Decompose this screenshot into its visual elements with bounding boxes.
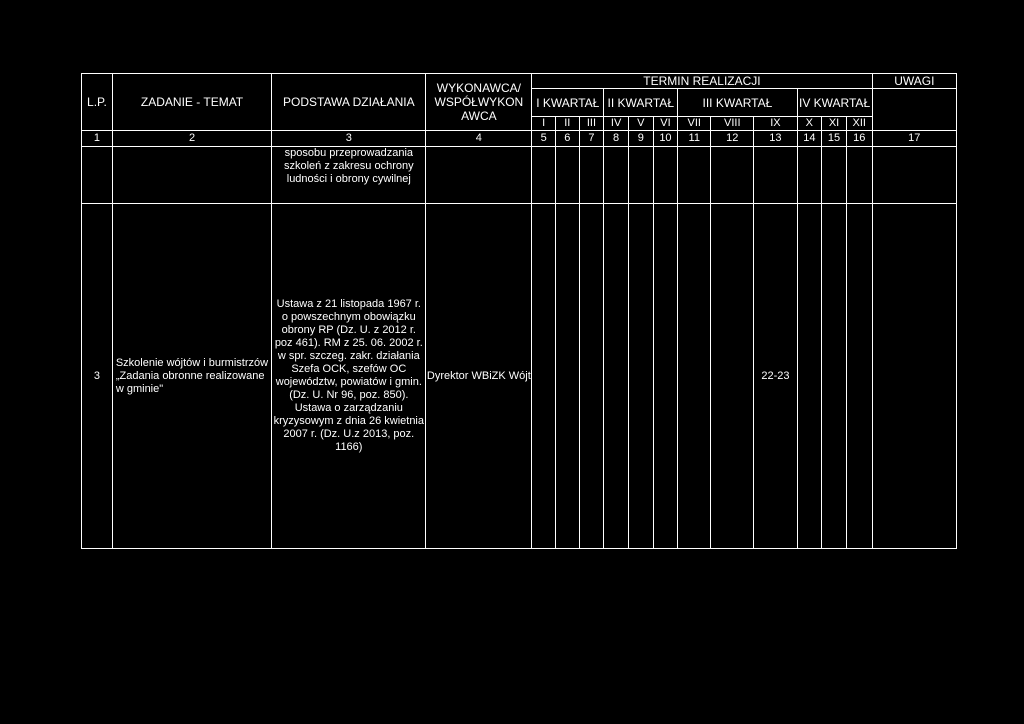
schedule-table	[81, 73, 957, 549]
header-month-x: X	[797, 117, 822, 131]
row-month-cell	[579, 147, 604, 204]
header-month-i: I	[532, 117, 556, 131]
row-month-cell	[579, 204, 604, 549]
row-zadanie	[112, 147, 271, 204]
row-month-cell	[628, 147, 653, 204]
column-number: 6	[555, 131, 579, 147]
column-number: 7	[579, 131, 604, 147]
header-wykonawca: WYKONAWCA/ WSPÓŁWYKON AWCA	[426, 74, 532, 131]
row-month-cell	[604, 204, 629, 549]
row-lp: 3	[82, 204, 113, 549]
row-month-cell	[653, 204, 678, 549]
row-podstawa: Ustawa z 21 listopada 1967 r. o powszechnym obowiązku obrony RP (Dz. U. z 2012 r. poz 461). RM z 25. 06. 2002 r. w spr. szczeg. zakr. działania Szefa OCK, szefów OC województw, powiatów i gmin. (Dz. U. Nr 96, poz. 850). Ustawa o zarządzaniu kryzysowym z dnia 26 kwietnia 2007 r. (Dz. U.z 2013, poz. 1166)	[272, 204, 426, 549]
column-number: 12	[711, 131, 754, 147]
row-lp	[82, 147, 113, 204]
header-month-xii: XII	[846, 117, 872, 131]
header-lp: L.P.	[82, 74, 113, 131]
column-number: 3	[272, 131, 426, 147]
column-number: 17	[872, 131, 956, 147]
header-month-vi: VI	[653, 117, 678, 131]
row-month-ix-value: 22-23	[754, 204, 797, 549]
row-month-cell	[653, 147, 678, 204]
column-number: 13	[754, 131, 797, 147]
row-month-cell	[846, 204, 872, 549]
header-quarter-1: I KWARTAŁ	[532, 89, 604, 117]
column-number: 1	[82, 131, 113, 147]
column-number: 4	[426, 131, 532, 147]
row-month-cell	[678, 204, 711, 549]
row-podstawa: sposobu przeprowadzania szkoleń z zakresu ochrony ludności i obrony cywilnej	[272, 147, 426, 204]
column-number: 9	[628, 131, 653, 147]
row-month-cell	[711, 147, 754, 204]
column-number: 11	[678, 131, 711, 147]
header-month-xi: XI	[822, 117, 847, 131]
row-month-cell	[678, 147, 711, 204]
header-podstawa-dzialania: PODSTAWA DZIAŁANIA	[272, 74, 426, 131]
header-month-ii: II	[555, 117, 579, 131]
column-number: 14	[797, 131, 822, 147]
row-wykonawca	[426, 147, 532, 204]
row-month-cell	[555, 204, 579, 549]
row-month-cell	[532, 147, 556, 204]
header-month-vii: VII	[678, 117, 711, 131]
row-month-cell	[532, 204, 556, 549]
header-zadanie-temat: ZADANIE - TEMAT	[112, 74, 271, 131]
header-month-iii: III	[579, 117, 604, 131]
header-quarter-3: III KWARTAŁ	[678, 89, 797, 117]
row-month-cell	[822, 147, 847, 204]
header-termin-realizacji: TERMIN REALIZACJI	[532, 74, 872, 89]
row-month-cell	[754, 147, 797, 204]
header-uwagi-blank	[872, 89, 956, 131]
column-number: 5	[532, 131, 556, 147]
column-number: 2	[112, 131, 271, 147]
row-month-cell	[711, 204, 754, 549]
row-month-cell	[846, 147, 872, 204]
header-month-viii: VIII	[711, 117, 754, 131]
row-month-cell	[555, 147, 579, 204]
column-number: 10	[653, 131, 678, 147]
row-zadanie: Szkolenie wójtów i burmistrzów „Zadania obronne realizowane w gminie"	[112, 204, 271, 549]
row-uwagi	[872, 204, 956, 549]
column-number: 15	[822, 131, 847, 147]
header-uwagi: UWAGI	[872, 74, 956, 89]
header-quarter-4: IV KWARTAŁ	[797, 89, 872, 117]
header-month-v: V	[628, 117, 653, 131]
column-number: 8	[604, 131, 629, 147]
table-row	[82, 147, 957, 204]
header-month-ix: IX	[754, 117, 797, 131]
header-quarter-2: II KWARTAŁ	[604, 89, 678, 117]
row-month-cell	[604, 147, 629, 204]
row-uwagi	[872, 147, 956, 204]
table-row	[82, 204, 957, 549]
column-number: 16	[846, 131, 872, 147]
header-month-iv: IV	[604, 117, 629, 131]
row-month-cell	[628, 204, 653, 549]
row-month-cell	[797, 147, 822, 204]
row-month-cell	[797, 204, 822, 549]
row-wykonawca: Dyrektor WBiZK Wójt	[426, 204, 532, 549]
row-month-cell	[822, 204, 847, 549]
